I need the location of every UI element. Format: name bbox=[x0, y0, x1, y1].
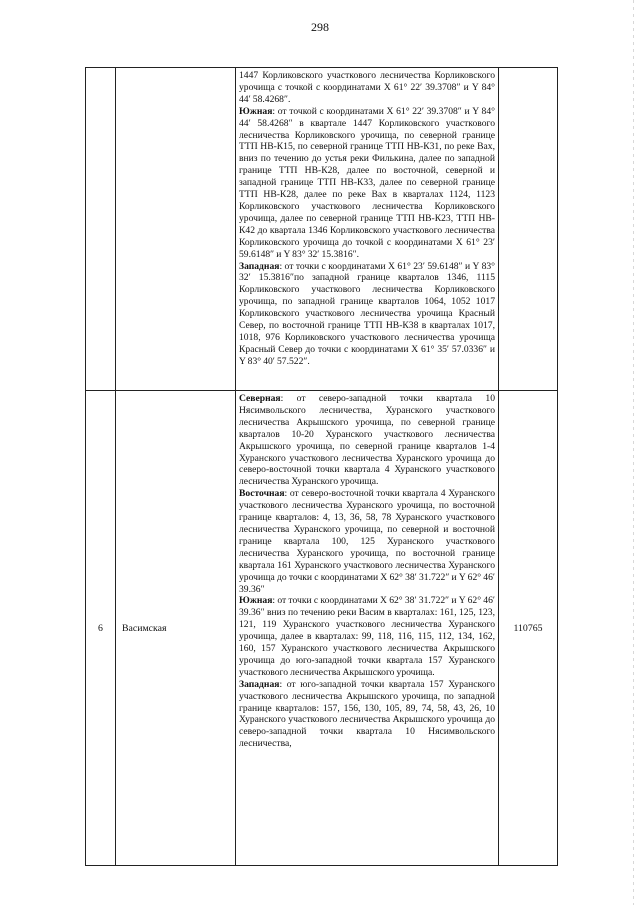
boundary-paragraph-south bbox=[239, 595, 495, 678]
boundary-paragraph bbox=[239, 70, 495, 106]
boundary-label: Северная bbox=[239, 393, 281, 404]
boundary-text: : от северо-восточной точки квартала 4 Хуранского участкового лесничества Хуранского урочища, по восточной границе кварталов: 4, 13, 36, 58, 78 Хуранского участкового лесничества Хуранского урочища, по северной и восточной границе квартала 100, 125 Хуранского участкового лесничества Хуранского урочища, по восточной границе квартала 161 Хуранского участкового лесничества Хуранского урочища до точки с координатами X 62° 38′ 31.722″ и Y 62° 46′ 39.36″ bbox=[239, 488, 495, 595]
table-row bbox=[86, 391, 558, 866]
boundary-description-cell bbox=[236, 391, 499, 866]
boundary-paragraph-north bbox=[239, 393, 495, 488]
boundary-description-cell bbox=[236, 68, 499, 391]
boundary-text: : от точки с координатами X 61° 23′ 59.6148″ и Y 83° 32′ 15.3816″по западной границе кварталов 1346, 1115 Корликовского участкового лесничества Корликовского урочища, по западной границе кварталов 1064, 1052 1017 Корликовского участкового лесничества урочища Красный Север, по восточной границе ТТП НВ-К38 в кварталах 1017, 1018, 976 Корликовского участкового лесничества урочища Красный Север до точки с координатами X 61° 35′ 57.0336″ и Y 83° 40′ 57.522″. bbox=[239, 260, 495, 367]
boundary-label: Западная bbox=[239, 678, 280, 690]
area-cell: 110765 bbox=[499, 391, 558, 866]
boundary-label: Южная bbox=[239, 105, 273, 117]
page-number: 298 bbox=[311, 20, 329, 34]
boundary-text: : от северо-западной точки квартала 10 Нясимвольского лесничества, Хуранского участкового лесничества Акрышского урочища, по северной границе кварталов 10-20 Хуранского участкового лесничества Акрышского урочища, по северной границе кварталов 1-4 Хуранского участкового лесничества Хуранского урочища до северо-восточной точки квартала 4 Хуранского участкового лесничества Хуранского урочища. bbox=[239, 393, 495, 488]
boundary-label: Западная bbox=[239, 260, 280, 272]
boundary-label: Южная bbox=[239, 595, 273, 607]
boundary-paragraph-east bbox=[239, 488, 495, 595]
boundary-paragraph-south bbox=[239, 106, 495, 261]
boundary-text: 1447 Корликовского участкового лесничества Корликовского урочища с точкой с координатами X 61° 22′ 39.3708″ и Y 84° 44′ 58.4268″. bbox=[239, 70, 495, 105]
boundaries-table bbox=[85, 67, 558, 866]
boundary-paragraph-west bbox=[239, 679, 495, 750]
boundary-text: : от точкой с координатами X 61° 22′ 39.3708″ и Y 84° 44′ 58.4268″ в квартале 1447 Корликовского участкового лесничества Корликовского урочища, по северной границе ТТП НВ-К15, по северной границе ТТП НВ-К31, по реке Вах, вниз по течению до устья реки Филькина, далее по западной границе ТТП НВ-К28, далее по восточной, северной и западной границе ТТП НВ-К33, далее по северной границе ТТП НВ-К28, далее по реке Вах в кварталах 1124, 1123 Корликовского участкового лесничества Корликовского урочища, далее по северной границе ТТП НВ-К23, ТТП НВ-К42 до квартала 1346 Корликовского участкового лесничества Корликовского урочища до точкой с координатами X 61° 23′ 59.6148″ и Y 83° 32′ 15.3816″. bbox=[239, 105, 495, 260]
boundary-text: : от точки с координатами X 62° 38′ 31.722″ и Y 62° 46′ 39.36″ вниз по течению реки Васим в кварталах: 161, 125, 123, 121, 119 Хуранского участкового лесничества Хуранского урочища, далее в кварталах: 99, 118, 116, 115, 112, 134, 162, 160, 157 Хуранского участкового лесничества Акрышского урочища до юго-западной точки квартала 157 Хуранского участкового лесничества Акрышского урочища. bbox=[239, 595, 495, 678]
boundary-text: : от юго-западной точки квартала 157 Хуранского участкового лесничества Акрышского урочища, по западной границе кварталов: 157, 156, 130, 105, 89, 74, 58, 43, 26, 10 Хуранского участкового лесничества Акрышского урочища до северо-западной точки квартала 10 Нясимвольского лесничества, bbox=[239, 678, 495, 750]
boundary-label: Восточная bbox=[239, 488, 285, 500]
scan-edge-line bbox=[633, 0, 634, 905]
row-number-cell bbox=[86, 68, 116, 391]
area-cell bbox=[499, 68, 558, 391]
table-row bbox=[86, 68, 558, 391]
site-name-cell bbox=[116, 68, 236, 391]
boundary-paragraph-west bbox=[239, 261, 495, 368]
row-number-cell: 6 bbox=[86, 391, 116, 866]
site-name-cell: Васимская bbox=[116, 391, 236, 866]
